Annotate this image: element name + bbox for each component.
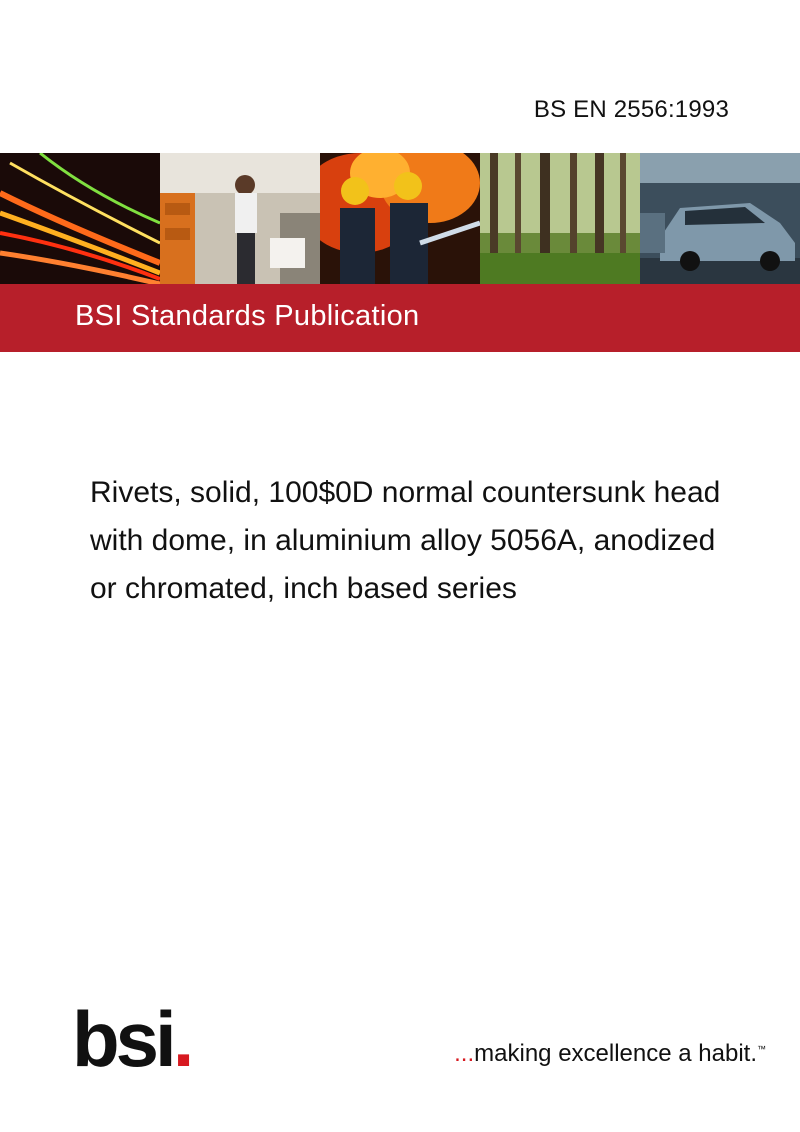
forest-image xyxy=(480,153,640,284)
title-line: or chromated, inch based series xyxy=(90,572,517,605)
title-line: Rivets, solid, 100$0D normal countersunk head xyxy=(90,476,721,509)
publication-banner xyxy=(0,284,800,352)
light-trails-image xyxy=(0,153,160,284)
tagline-dots: ... xyxy=(454,1040,475,1067)
firefighters-image xyxy=(320,153,480,284)
document-title xyxy=(90,469,790,613)
standard-number: BS EN 2556:1993 xyxy=(533,96,729,123)
title-line: with dome, in aluminium alloy 5056A, anodized xyxy=(90,524,716,557)
tagline xyxy=(454,1040,766,1068)
banner-title: BSI Standards Publication xyxy=(75,300,420,332)
car-production-image xyxy=(640,153,800,284)
photo-strip xyxy=(0,153,800,284)
trademark-symbol: ™ xyxy=(757,1044,766,1054)
tagline-text: making excellence a habit. xyxy=(474,1040,757,1067)
logo-text: bsi xyxy=(72,995,173,1083)
bsi-logo xyxy=(72,995,191,1083)
warehouse-worker-image xyxy=(160,153,320,284)
logo-dot: . xyxy=(172,995,191,1083)
